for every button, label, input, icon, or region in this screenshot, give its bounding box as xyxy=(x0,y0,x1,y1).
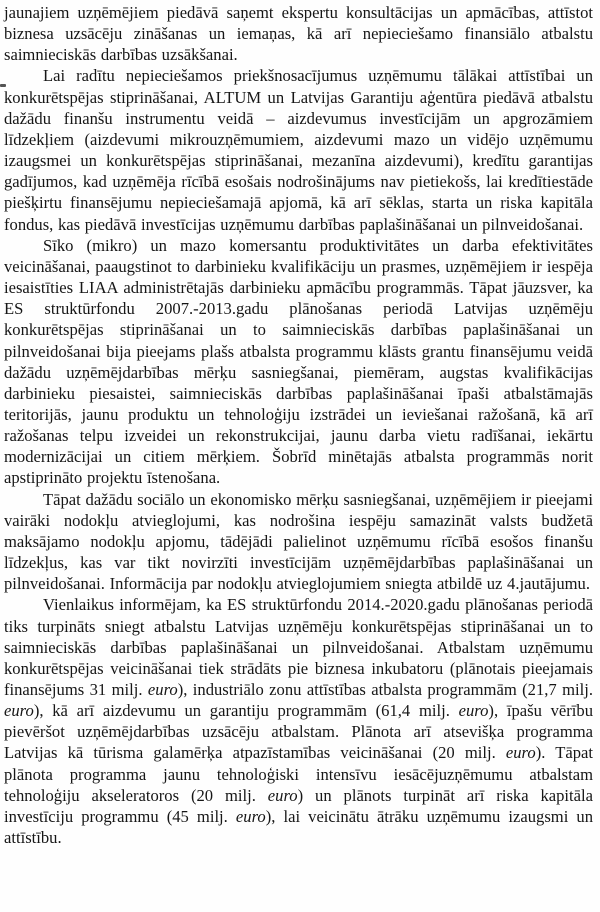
text-run: ), lai veicinātu ātrāku uzņēmumu izaugsmi un attīstību. xyxy=(4,806,593,848)
scan-artifact-mark xyxy=(0,84,6,87)
euro-italic-text: euro xyxy=(267,785,298,805)
euro-italic-text: euro xyxy=(147,680,178,699)
text-run: ), industriālo zonu attīstības atbalsta programmām (21,7 milj. xyxy=(177,680,594,699)
euro-italic-text: euro xyxy=(458,701,489,721)
text-run: Lai radītu nepieciešamos priekšnosacījumus uzņēmumu tālākai attīstībai un konkurētspējas stiprināšanai, ALTUM un Latvijas Garantiju aģentūra piedāvā atbalstu dažādu finanšu instrumentu veidā – aizdevumus investīcijām un apgrozāmiem līdzekļiem (aizdevumi mikrouzņēmumiem, aizdevumi mazo un vidējo uzņēmumu izaugsmei un konkurētspējas stiprināšanai, mezanīna aizdevumi), kredītu garantijas gadījumos, kad uzņēmēja rīcībā esošais nodrošinājums nav pietiekošs, lai kredītiestāde piešķirtu finansējumu nepieciešamajā apjomā, kā arī sēklas, starta un riska kapitāla fondus, kas piedāvā investīcijas uzņēmumu darbības paplašināšanai un pilnveidošanai. xyxy=(4,66,593,234)
paragraph-4 xyxy=(4,489,593,595)
text-run: ), kā arī aizdevumu un garantiju programmām (61,4 milj. xyxy=(33,701,459,721)
document-body xyxy=(4,2,593,848)
text-run: Tāpat dažādu sociālo un ekonomisko mērķu sasniegšanai, uzņēmējiem ir pieejami vairāki nodokļu atvieglojumi, kas nodrošina iespēju samazināt valsts budžetā maksājamo nodokļu apjomu, tādējādi palielinot uzņēmumu rīcībā esošos finanšu līdzekļus, kas var tikt novirzīti investīcijām uzņēmējdarbības paplašināšanai un pilnveidošanai. Informācija par nodokļu atvieglojumiem sniegta atbildē uz 4.jautājumu. xyxy=(4,489,593,594)
euro-italic-text: euro xyxy=(505,743,536,763)
paragraph-1 xyxy=(4,2,593,65)
text-run: ) un plānots turpināt arī riska kapitāla investīciju programmu (45 milj. xyxy=(4,785,593,826)
paragraph-3 xyxy=(4,235,593,489)
euro-italic-text: euro xyxy=(235,806,266,826)
text-run: jaunajiem uzņēmējiem piedāvā saņemt ekspertu konsultācijas un apmācības, attīstot biznesa uzsācēju zināšanas un iemaņas, kā arī nepieciešamo finansiālo atbalstu saimnieciskās darbības uzsākšanai. xyxy=(4,3,593,65)
text-run: ). Tāpat plānota programma jaunu tehnoloģiski intensīvu iesācējuzņēmumu atbalstam tehnoloģiju akseleratoros (20 milj. xyxy=(4,743,594,805)
paragraph-2 xyxy=(4,65,593,234)
text-run: Sīko (mikro) un mazo komersantu produktivitātes un darba efektivitātes veicināšanai, paaugstinot to darbinieku kvalifikāciju un prasmes, uzņēmējiem ir iespēja iesaistīties LIAA administrētajās darbinieku apmācību programmās. Tāpat jāuzsver, ka ES struktūrfondu 2007.-2013.gadu plānošanas periodā Latvijas uzņēmēju konkurētspējas stiprināšanai un to saimnieciskās darbības paplašināšanai un pilnveidošanai bija pieejams plašs atbalsta programmu klāsts grantu finansējumu veidā dažādu uzņēmējdarbības mērķu sasniegšanai, piemēram, augstas kvalifikācijas darbinieku piesaistei, saimnieciskās darbības paplašināšanai īpaši atbalstāmajās teritorijās, jaunu produktu un tehnoloģiju izstrādei un ieviešanai ražošanā, kā arī ražošanas telpu izveidei un rekonstrukcijai, jaunu darba vietu radīšanai, iekārtu modernizācijai un citiem mērķiem. Šobrīd minētajās atbalsta programmās norit apstiprināto projektu īstenošana. xyxy=(4,235,593,488)
text-run: ), īpašu vērību pievēršot uzņēmējdarbības uzsācēju atbalstam. Plānota arī atsevišķa programma Latvijas kā tūrisma galamērķa atpazīstamības veicināšanai (20 milj. xyxy=(4,701,594,763)
paragraph-5 xyxy=(4,594,593,848)
text-run: Vienlaikus informējam, ka ES struktūrfondu 2014.-2020.gadu plānošanas periodā tiks turpināts sniegt atbalstu Latvijas uzņēmēju konkurētspējas stiprināšanai un to saimnieciskās darbības paplašināšanai un pilnveidošanai. Atbalstam uzņēmumu konkurētspējas veicināšanai tiek strādāts pie biznesa inkubatoru (plānotais pieejamais finansējums 31 milj. xyxy=(4,595,593,699)
euro-italic-text: euro xyxy=(4,701,34,721)
